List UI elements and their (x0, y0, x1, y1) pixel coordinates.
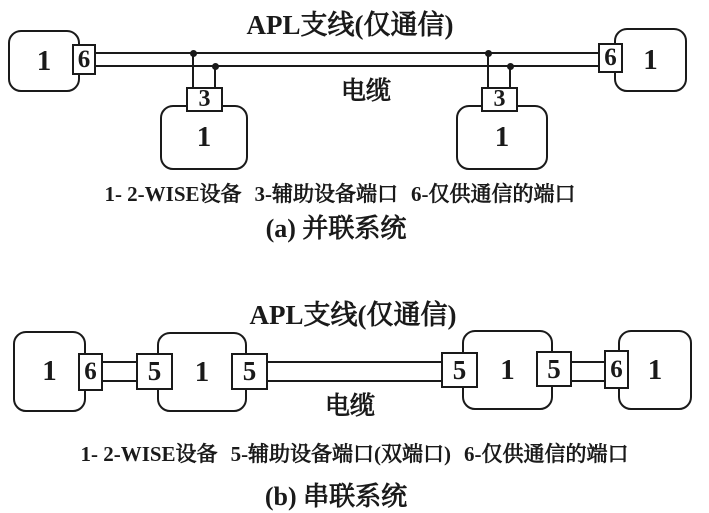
cable-top-line-a (95, 52, 600, 54)
aux-port-a-drop1 (186, 87, 223, 112)
device-label: 1 (42, 355, 57, 387)
junction-dot-a1-top (190, 50, 197, 57)
port-label: 6 (604, 44, 617, 71)
wise-device-a-right (614, 28, 687, 92)
wise-device-b-left (13, 331, 86, 412)
cable-seg1-top-b (102, 361, 138, 363)
legend-item-device: 1- 2-WISE设备 (104, 182, 242, 206)
apl-branch-title-a: APL支线(仅通信) (246, 10, 454, 40)
drop-line-a1-left (192, 53, 194, 88)
aux-port-a-drop2 (481, 87, 518, 112)
cable-seg2-bottom-b (267, 380, 442, 382)
legend-a (0, 178, 680, 208)
cable-label-a: 电缆 (340, 78, 391, 105)
comm-port-a-left (72, 44, 96, 75)
comm-port-b-left (78, 353, 103, 391)
device-label: 1 (647, 353, 663, 386)
cable-bottom-line-a (95, 65, 600, 67)
cable-seg1-bottom-b (102, 380, 138, 382)
junction-dot-a2-top (485, 50, 492, 57)
port-label: 5 (547, 353, 561, 384)
device-label: 1 (643, 43, 658, 76)
caption-b: (b) 串联系统 (264, 482, 408, 511)
legend-item-device: 1- 2-WISE设备 (80, 442, 218, 466)
wise-device-a-left (8, 30, 80, 92)
cable-seg2-top-b (267, 361, 442, 363)
port-label: 3 (198, 86, 211, 112)
junction-dot-a2-bottom (507, 63, 514, 70)
device-label: 1 (494, 121, 510, 153)
comm-port-b-right (604, 350, 629, 389)
legend-item-comm-port: 6-仅供通信的端口 (411, 182, 576, 206)
aux-port-b-1 (136, 353, 173, 390)
junction-dot-a1-bottom (212, 63, 219, 70)
apl-branch-title-b: APL支线(仅通信) (249, 300, 457, 330)
drop-line-a2-left (487, 53, 489, 88)
port-label: 5 (452, 354, 467, 385)
aux-port-b-4 (536, 351, 572, 387)
legend-item-comm-port: 6-仅供通信的端口 (464, 442, 629, 466)
legend-item-aux-port: 5-辅助设备端口(双端口) (230, 442, 452, 466)
device-label: 1 (194, 355, 210, 388)
cable-label-b: 电缆 (324, 393, 375, 420)
aux-port-b-3 (441, 352, 478, 388)
device-label: 1 (36, 44, 52, 77)
port-label: 6 (84, 358, 97, 385)
legend-item-aux-port: 3-辅助设备端口 (254, 182, 399, 206)
comm-port-a-right (598, 43, 623, 73)
wise-device-b-right (618, 330, 692, 410)
cable-seg3-top-b (571, 361, 605, 363)
cable-seg3-bottom-b (571, 380, 605, 382)
port-label: 3 (493, 86, 506, 112)
port-label: 5 (242, 356, 257, 386)
caption-a: (a) 并联系统 (265, 214, 407, 243)
wise-device-a-drop1 (160, 105, 248, 170)
legend-b (0, 438, 709, 468)
port-label: 5 (147, 356, 162, 386)
port-label: 6 (77, 45, 91, 73)
device-label: 1 (196, 121, 212, 153)
wise-device-a-drop2 (456, 105, 548, 170)
port-label: 6 (610, 355, 623, 383)
device-label: 1 (500, 353, 515, 386)
aux-port-b-2 (231, 353, 268, 390)
